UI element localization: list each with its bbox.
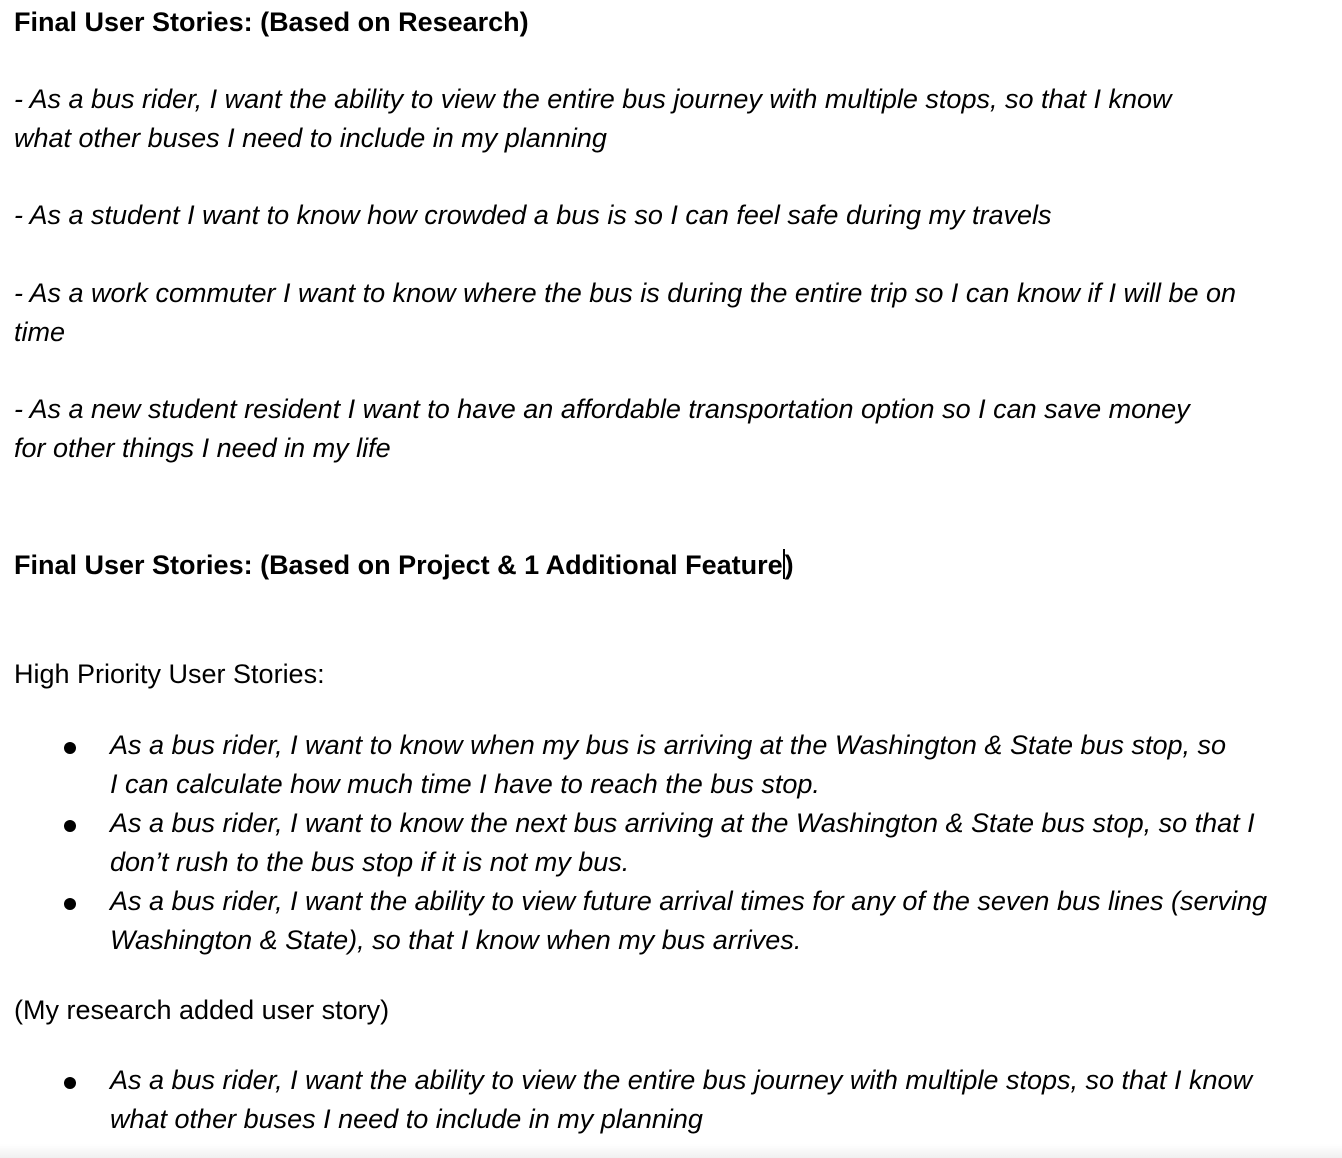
user-story-paragraph: - As a work commuter I want to know where the bus is during the entire trip so I can know if I will be on time [14, 278, 1237, 347]
page-bottom-edge [0, 1144, 1342, 1158]
research-story-list [14, 1061, 1314, 1139]
list-item-text: As a bus rider, I want the ability to view future arrival times for any of the seven bus lines (serving Washington & State), so that I know when my bus arrives. [110, 886, 1268, 955]
list-item [14, 1061, 1275, 1139]
section-heading-research: Final User Stories: (Based on Research) [14, 7, 529, 37]
list-item [14, 882, 1275, 960]
list-item [14, 804, 1260, 882]
section-heading-project-text: Final User Stories: (Based on Project & 1 Additional Feature [14, 550, 783, 580]
list-item-text: As a bus rider, I want the ability to view the entire bus journey with multiple stops, so that I know what other buses I need to include in my planning [110, 1065, 1253, 1134]
high-priority-label: High Priority User Stories: [14, 659, 325, 689]
bullet-icon [64, 898, 76, 910]
list-item-text: As a bus rider, I want to know when my bus is arriving at the Washington & State bus stop, so I can calculate how much time I have to reach the bus stop. [110, 730, 1227, 799]
user-story-paragraph: - As a student I want to know how crowded a bus is so I can feel safe during my travels [14, 200, 1052, 230]
user-story-paragraph: - As a new student resident I want to have an affordable transportation option so I can save money for other things I need in my life [14, 394, 1190, 463]
bullet-icon [64, 820, 76, 832]
list-item-text: As a bus rider, I want to know the next bus arriving at the Washington & State bus stop, so that I don’t rush to the bus stop if it is not my bus. [110, 808, 1255, 877]
bullet-icon [64, 1077, 76, 1089]
section-heading-project-end: ) [784, 550, 794, 580]
section-heading-project [14, 546, 794, 585]
user-story-paragraph: - As a bus rider, I want the ability to view the entire bus journey with multiple stops, so that I know what other buses I need to include in my planning [14, 84, 1172, 153]
high-priority-list [14, 726, 1314, 960]
research-added-label: (My research added user story) [14, 995, 390, 1025]
list-item [14, 726, 1240, 804]
bullet-icon [64, 742, 76, 754]
